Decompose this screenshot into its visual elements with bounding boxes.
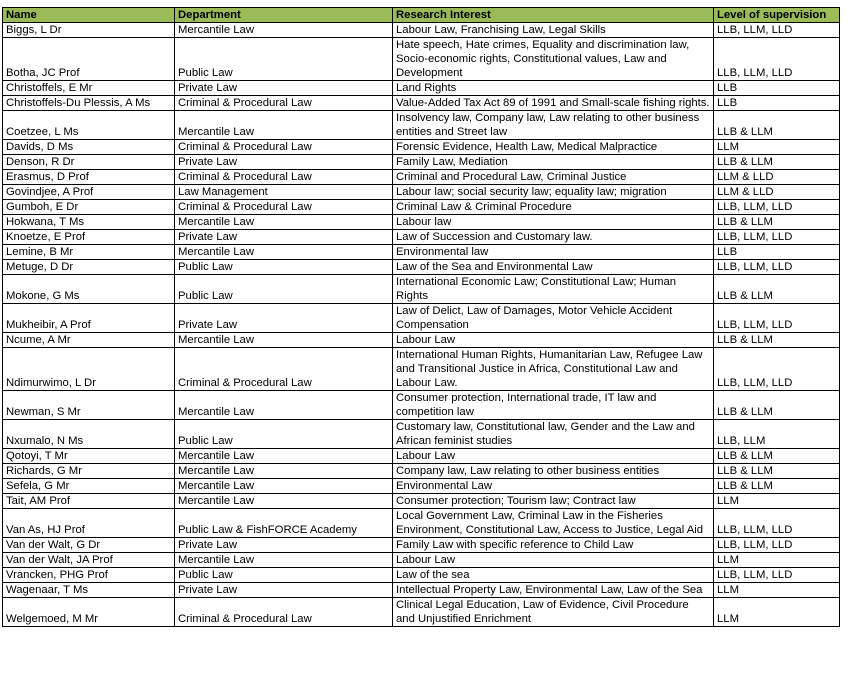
department-cell: Mercantile Law bbox=[175, 391, 393, 420]
research-interest-cell: Law of Delict, Law of Damages, Motor Vehicle Accident Compensation bbox=[393, 304, 714, 333]
table-row bbox=[3, 479, 840, 494]
name-cell: Tait, AM Prof bbox=[3, 494, 175, 509]
table-row bbox=[3, 230, 840, 245]
department-cell: Mercantile Law bbox=[175, 23, 393, 38]
table-row bbox=[3, 333, 840, 348]
department-cell: Private Law bbox=[175, 583, 393, 598]
table-row bbox=[3, 420, 840, 449]
name-cell: Coetzee, L Ms bbox=[3, 111, 175, 140]
table-row bbox=[3, 464, 840, 479]
name-cell: Hokwana, T Ms bbox=[3, 215, 175, 230]
research-interest-cell: Family Law, Mediation bbox=[393, 155, 714, 170]
supervision-level-cell: LLM & LLD bbox=[714, 185, 840, 200]
department-cell: Public Law bbox=[175, 38, 393, 81]
supervision-level-cell: LLB, LLM, LLD bbox=[714, 568, 840, 583]
research-interest-cell: Labour law; social security law; equality law; migration bbox=[393, 185, 714, 200]
research-interest-cell: Customary law, Constitutional law, Gender and the Law and African feminist studies bbox=[393, 420, 714, 449]
name-cell: Richards, G Mr bbox=[3, 464, 175, 479]
name-cell: Sefela, G Mr bbox=[3, 479, 175, 494]
supervision-level-cell: LLM bbox=[714, 598, 840, 627]
supervisors-table bbox=[2, 7, 840, 627]
table-row bbox=[3, 275, 840, 304]
research-interest-cell: Forensic Evidence, Health Law, Medical Malpractice bbox=[393, 140, 714, 155]
department-cell: Law Management bbox=[175, 185, 393, 200]
name-cell: Wagenaar, T Ms bbox=[3, 583, 175, 598]
department-cell: Criminal & Procedural Law bbox=[175, 200, 393, 215]
research-interest-cell: Intellectual Property Law, Environmental Law, Law of the Sea bbox=[393, 583, 714, 598]
supervision-level-cell: LLM & LLD bbox=[714, 170, 840, 185]
name-cell: Ncume, A Mr bbox=[3, 333, 175, 348]
table-row bbox=[3, 553, 840, 568]
department-cell: Mercantile Law bbox=[175, 215, 393, 230]
research-interest-cell: Local Government Law, Criminal Law in the Fisheries Environment, Constitutional Law, Access to Justice, Legal Aid bbox=[393, 509, 714, 538]
supervision-level-cell: LLB, LLM, LLD bbox=[714, 538, 840, 553]
department-cell: Criminal & Procedural Law bbox=[175, 140, 393, 155]
table-row bbox=[3, 38, 840, 81]
header-level-of-supervision: Level of supervision bbox=[714, 8, 840, 23]
table-row bbox=[3, 140, 840, 155]
supervision-level-cell: LLB bbox=[714, 81, 840, 96]
research-interest-cell: Environmental law bbox=[393, 245, 714, 260]
supervision-level-cell: LLB & LLM bbox=[714, 333, 840, 348]
name-cell: Van der Walt, JA Prof bbox=[3, 553, 175, 568]
header-research-interest: Research Interest bbox=[393, 8, 714, 23]
name-cell: Vrancken, PHG Prof bbox=[3, 568, 175, 583]
research-interest-cell: Value-Added Tax Act 89 of 1991 and Small-scale fishing rights. bbox=[393, 96, 714, 111]
research-interest-cell: Hate speech, Hate crimes, Equality and discrimination law, Socio-economic rights, Constitutional values, Law and Development bbox=[393, 38, 714, 81]
department-cell: Private Law bbox=[175, 538, 393, 553]
table-row bbox=[3, 155, 840, 170]
department-cell: Criminal & Procedural Law bbox=[175, 348, 393, 391]
supervision-level-cell: LLB, LLM, LLD bbox=[714, 200, 840, 215]
department-cell: Mercantile Law bbox=[175, 464, 393, 479]
research-interest-cell: Labour Law, Franchising Law, Legal Skills bbox=[393, 23, 714, 38]
department-cell: Private Law bbox=[175, 155, 393, 170]
table-row bbox=[3, 598, 840, 627]
research-interest-cell: Labour Law bbox=[393, 449, 714, 464]
supervision-level-cell: LLB bbox=[714, 245, 840, 260]
supervision-level-cell: LLB & LLM bbox=[714, 275, 840, 304]
name-cell: Christoffels-Du Plessis, A Ms bbox=[3, 96, 175, 111]
department-cell: Criminal & Procedural Law bbox=[175, 598, 393, 627]
department-cell: Private Law bbox=[175, 230, 393, 245]
name-cell: Biggs, L Dr bbox=[3, 23, 175, 38]
department-cell: Public Law bbox=[175, 275, 393, 304]
name-cell: Welgemoed, M Mr bbox=[3, 598, 175, 627]
research-interest-cell: Company law, Law relating to other business entities bbox=[393, 464, 714, 479]
table-row bbox=[3, 23, 840, 38]
department-cell: Mercantile Law bbox=[175, 449, 393, 464]
research-interest-cell: Labour Law bbox=[393, 333, 714, 348]
table-row bbox=[3, 245, 840, 260]
name-cell: Lemine, B Mr bbox=[3, 245, 175, 260]
header-name: Name bbox=[3, 8, 175, 23]
research-interest-cell: Labour law bbox=[393, 215, 714, 230]
department-cell: Public Law bbox=[175, 568, 393, 583]
table-row bbox=[3, 391, 840, 420]
table-row bbox=[3, 449, 840, 464]
supervision-level-cell: LLB, LLM, LLD bbox=[714, 38, 840, 81]
table-row bbox=[3, 494, 840, 509]
supervision-level-cell: LLM bbox=[714, 553, 840, 568]
table-row bbox=[3, 538, 840, 553]
name-cell: Van der Walt, G Dr bbox=[3, 538, 175, 553]
supervision-level-cell: LLB & LLM bbox=[714, 155, 840, 170]
department-cell: Public Law bbox=[175, 260, 393, 275]
table-row bbox=[3, 81, 840, 96]
name-cell: Davids, D Ms bbox=[3, 140, 175, 155]
research-interest-cell: Family Law with specific reference to Child Law bbox=[393, 538, 714, 553]
research-interest-cell: Consumer protection; Tourism law; Contract law bbox=[393, 494, 714, 509]
department-cell: Private Law bbox=[175, 304, 393, 333]
department-cell: Public Law bbox=[175, 420, 393, 449]
department-cell: Mercantile Law bbox=[175, 111, 393, 140]
table-row bbox=[3, 260, 840, 275]
name-cell: Gumboh, E Dr bbox=[3, 200, 175, 215]
name-cell: Ndimurwimo, L Dr bbox=[3, 348, 175, 391]
department-cell: Criminal & Procedural Law bbox=[175, 96, 393, 111]
table-row bbox=[3, 96, 840, 111]
name-cell: Christoffels, E Mr bbox=[3, 81, 175, 96]
department-cell: Mercantile Law bbox=[175, 333, 393, 348]
supervision-level-cell: LLM bbox=[714, 583, 840, 598]
research-interest-cell: Criminal Law & Criminal Procedure bbox=[393, 200, 714, 215]
research-interest-cell: Consumer protection, International trade, IT law and competition law bbox=[393, 391, 714, 420]
table-row bbox=[3, 200, 840, 215]
department-cell: Mercantile Law bbox=[175, 494, 393, 509]
research-interest-cell: International Human Rights, Humanitarian Law, Refugee Law and Transitional Justice in Africa, Constitutional Law and Labour Law. bbox=[393, 348, 714, 391]
supervision-level-cell: LLB, LLM, LLD bbox=[714, 509, 840, 538]
research-interest-cell: Clinical Legal Education, Law of Evidence, Civil Procedure and Unjustified Enrichment bbox=[393, 598, 714, 627]
supervision-level-cell: LLB & LLM bbox=[714, 111, 840, 140]
research-interest-cell: Insolvency law, Company law, Law relating to other business entities and Street law bbox=[393, 111, 714, 140]
supervision-level-cell: LLB, LLM bbox=[714, 420, 840, 449]
department-cell: Mercantile Law bbox=[175, 245, 393, 260]
table-row bbox=[3, 111, 840, 140]
research-interest-cell: Labour Law bbox=[393, 553, 714, 568]
research-interest-cell: Land Rights bbox=[393, 81, 714, 96]
research-interest-cell: Environmental Law bbox=[393, 479, 714, 494]
research-interest-cell: Law of Succession and Customary law. bbox=[393, 230, 714, 245]
research-interest-cell: Law of the sea bbox=[393, 568, 714, 583]
name-cell: Mokone, G Ms bbox=[3, 275, 175, 304]
table-row bbox=[3, 583, 840, 598]
research-interest-cell: Criminal and Procedural Law, Criminal Justice bbox=[393, 170, 714, 185]
name-cell: Newman, S Mr bbox=[3, 391, 175, 420]
table-row bbox=[3, 304, 840, 333]
department-cell: Mercantile Law bbox=[175, 553, 393, 568]
table-row bbox=[3, 568, 840, 583]
department-cell: Private Law bbox=[175, 81, 393, 96]
table-row bbox=[3, 348, 840, 391]
name-cell: Metuge, D Dr bbox=[3, 260, 175, 275]
supervision-level-cell: LLB, LLM, LLD bbox=[714, 260, 840, 275]
supervision-level-cell: LLB, LLM, LLD bbox=[714, 23, 840, 38]
supervision-level-cell: LLB, LLM, LLD bbox=[714, 304, 840, 333]
supervision-level-cell: LLB, LLM, LLD bbox=[714, 230, 840, 245]
supervision-level-cell: LLB, LLM, LLD bbox=[714, 348, 840, 391]
name-cell: Erasmus, D Prof bbox=[3, 170, 175, 185]
table-row bbox=[3, 509, 840, 538]
supervision-level-cell: LLB bbox=[714, 96, 840, 111]
supervision-level-cell: LLB & LLM bbox=[714, 391, 840, 420]
research-interest-cell: International Economic Law; Constitutional Law; Human Rights bbox=[393, 275, 714, 304]
name-cell: Knoetze, E Prof bbox=[3, 230, 175, 245]
table-row bbox=[3, 170, 840, 185]
supervision-level-cell: LLM bbox=[714, 140, 840, 155]
supervision-level-cell: LLB & LLM bbox=[714, 464, 840, 479]
supervision-level-cell: LLM bbox=[714, 494, 840, 509]
name-cell: Van As, HJ Prof bbox=[3, 509, 175, 538]
supervision-level-cell: LLB & LLM bbox=[714, 479, 840, 494]
table-row bbox=[3, 185, 840, 200]
research-interest-cell: Law of the Sea and Environmental Law bbox=[393, 260, 714, 275]
header-row bbox=[3, 8, 840, 23]
supervision-level-cell: LLB & LLM bbox=[714, 215, 840, 230]
supervision-level-cell: LLB & LLM bbox=[714, 449, 840, 464]
name-cell: Qotoyi, T Mr bbox=[3, 449, 175, 464]
name-cell: Botha, JC Prof bbox=[3, 38, 175, 81]
table-row bbox=[3, 215, 840, 230]
department-cell: Public Law & FishFORCE Academy bbox=[175, 509, 393, 538]
name-cell: Nxumalo, N Ms bbox=[3, 420, 175, 449]
name-cell: Mukheibir, A Prof bbox=[3, 304, 175, 333]
header-department: Department bbox=[175, 8, 393, 23]
department-cell: Criminal & Procedural Law bbox=[175, 170, 393, 185]
department-cell: Mercantile Law bbox=[175, 479, 393, 494]
name-cell: Denson, R Dr bbox=[3, 155, 175, 170]
name-cell: Govindjee, A Prof bbox=[3, 185, 175, 200]
